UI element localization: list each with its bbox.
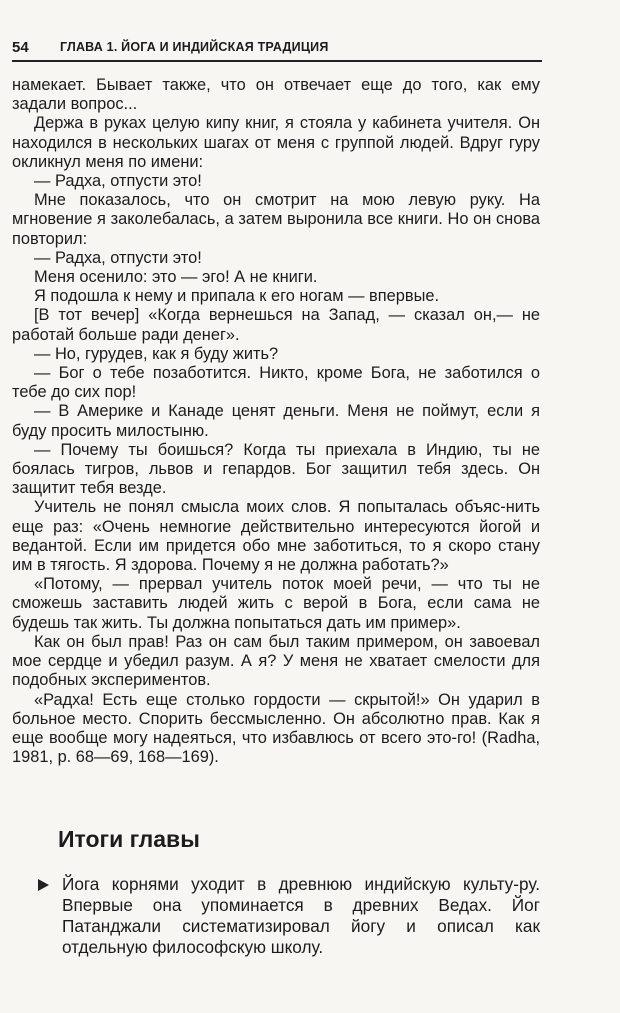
page-number: 54 xyxy=(12,39,29,56)
paragraph: Учитель не понял смысла моих слов. Я попыталась объяс-нить еще раз: «Очень немногие действительно интересуются йогой и ведантой. Если им придется обо мне заботиться, то я скоро стану им в тягость. Я здорова. Почему я не должна работать?» xyxy=(12,498,540,575)
page-header xyxy=(12,36,542,62)
triangle-bullet-icon xyxy=(38,879,49,891)
paragraph: — Почему ты боишься? Когда ты приехала в Индию, ты не боялась тигров, львов и гепардов. Бог защитил тебя здесь. Он защитит тебя везде. xyxy=(12,440,540,498)
paragraph: — Бог о тебе позаботится. Никто, кроме Бога, не заботился о тебе до сих пор! xyxy=(12,364,540,402)
summary-text: Йога корнями уходит в древнюю индийскую культу-ру. Впервые она упоминается в древних Ведах. Йог Патанджали систематизировал йогу и описал как отдельную философскую школу. xyxy=(62,874,540,957)
paragraph: — Радха, отпусти это! xyxy=(34,248,202,267)
paragraph: — Но, гурудев, как я буду жить? xyxy=(34,344,279,363)
paragraph: Как он был прав! Раз он сам был таким примером, он завоевал мое сердце и убедил разум. А я? У меня не хватает смелости для подобных экспериментов. xyxy=(12,632,540,690)
paragraph: Мне показалось, что он смотрит на мою левую руку. На мгновение я заколебалась, а затем выронила все книги. Но он снова повторил: xyxy=(12,191,540,248)
body-text xyxy=(12,76,540,767)
section-heading: Итоги главы xyxy=(58,826,200,852)
running-head: ГЛАВА 1. ЙОГА И ИНДИЙСКАЯ ТРАДИЦИЯ xyxy=(60,40,329,54)
paragraph: Меня осенило: это — эго! А не книги. xyxy=(34,268,318,287)
paragraph: «Радха! Есть еще столько гордости — скрытой!» Он ударил в больное место. Спорить бессмысленно. Он абсолютно прав. Как я еще вообще могу надеяться, что избавлюсь от всего это-го! (Radha, 1981, p. 68—69, 168—169). xyxy=(12,690,540,767)
paragraph: — Радха, отпусти это! xyxy=(34,172,202,191)
paragraph: намекает. Бывает также, что он отвечает еще до того, как ему задали вопрос... xyxy=(12,76,540,114)
paragraph: Я подошла к нему и припала к его ногам — впервые. xyxy=(34,287,440,306)
paragraph: — В Америке и Канаде ценят деньги. Меня не поймут, если я буду просить милостыню. xyxy=(12,402,540,440)
paragraph: «Потому, — прервал учитель поток моей речи, — что ты не сможешь заставить людей жить с верой в Бога, если сама не будешь так жить. Ты должна попытаться дать им пример». xyxy=(12,575,540,632)
summary-bullet-item xyxy=(40,874,540,958)
paragraph: Держа в руках целую кипу книг, я стояла у кабинета учителя. Он находился в нескольких шагах от меня с группой людей. Вдруг гуру окликнул меня по имени: xyxy=(12,114,540,171)
paragraph: [В тот вечер] «Когда вернешься на Запад, — сказал он,— не работай больше ради денег». xyxy=(12,306,540,344)
